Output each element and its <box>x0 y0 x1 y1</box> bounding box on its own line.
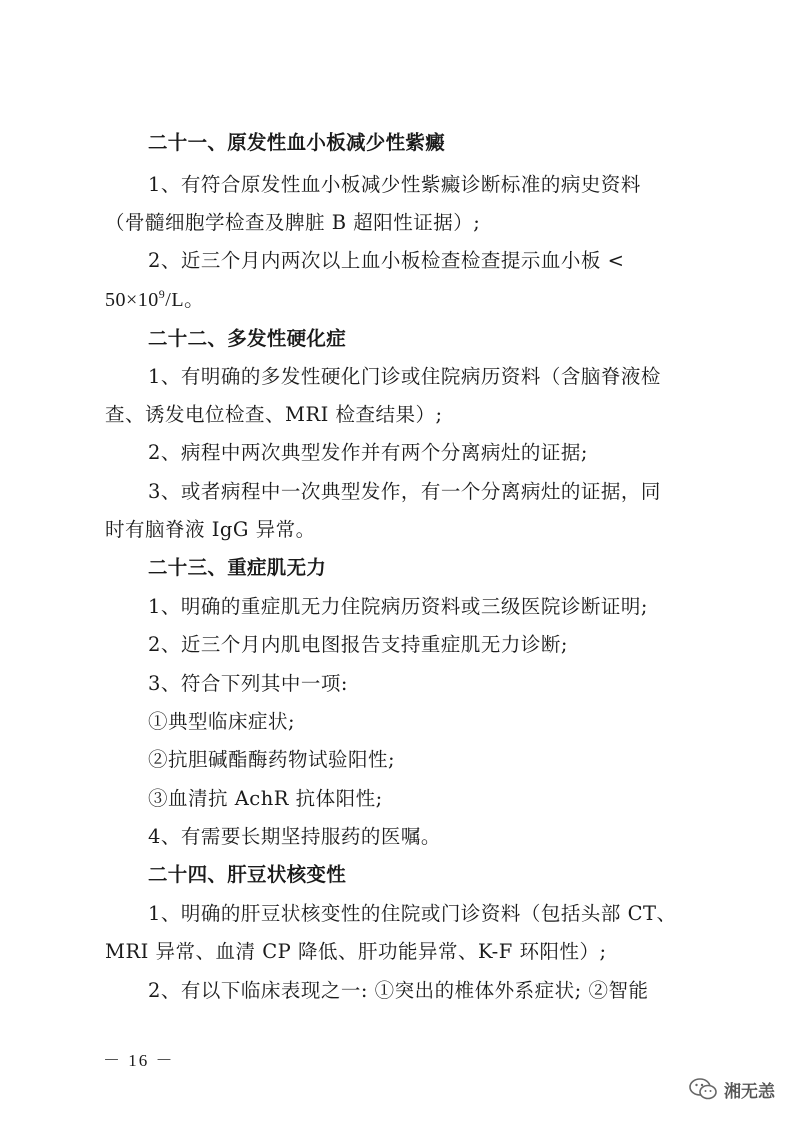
section-21-item-2-line-2 <box>105 287 705 313</box>
section-22-item-1-line-2: 查、诱发电位检查、MRI 检查结果）; <box>105 403 443 426</box>
platelet-threshold-unit: /L。 <box>165 289 205 311</box>
section-23-subitem-3: ③血清抗 AchR 抗体阳性; <box>148 787 383 810</box>
section-23-item-2: 2、近三个月内肌电图报告支持重症肌无力诊断; <box>148 633 568 656</box>
section-21-item-1-line-2: （骨髓细胞学检查及脾脏 B 超阳性证据）; <box>105 211 481 234</box>
section-24-item-1-line-1: 1、明确的肝豆状核变性的住院或门诊资料（包括头部 CT、 <box>148 902 677 925</box>
platelet-threshold-base: 50×10 <box>105 289 159 311</box>
page-number: － 16 － <box>103 1051 175 1070</box>
section-23-heading: 二十三、重症肌无力 <box>148 556 327 579</box>
section-24-heading: 二十四、肝豆状核变性 <box>148 863 347 886</box>
section-24-item-1-line-2: MRI 异常、血清 CP 降低、肝功能异常、K-F 环阳性）; <box>105 940 607 963</box>
section-22-item-1-line-1: 1、有明确的多发性硬化门诊或住院病历资料（含脑脊液检 <box>148 365 661 388</box>
section-23-item-1: 1、明确的重症肌无力住院病历资料或三级医院诊断证明; <box>148 595 648 618</box>
section-23-item-3: 3、符合下列其中一项: <box>148 672 348 695</box>
section-24-item-2-line-1: 2、有以下临床表现之一: ①突出的椎体外系症状; ②智能 <box>148 979 649 1002</box>
watermark <box>688 1075 775 1103</box>
watermark-text: 湘无恙 <box>724 1081 775 1102</box>
platelet-threshold-exponent: 9 <box>158 287 166 301</box>
section-23-subitem-1: ①典型临床症状; <box>148 710 296 733</box>
section-21-heading: 二十一、原发性血小板减少性紫癜 <box>148 131 446 154</box>
wechat-icon <box>688 1077 718 1101</box>
section-21-item-1-line-1: 1、有符合原发性血小板减少性紫癜诊断标准的病史资料 <box>148 173 641 196</box>
section-23-subitem-2: ②抗胆碱酯酶药物试验阳性; <box>148 748 396 771</box>
section-23-item-4: 4、有需要长期坚持服药的医嘱。 <box>148 825 441 848</box>
section-22-item-3-line-1: 3、或者病程中一次典型发作，有一个分离病灶的证据，同 <box>148 480 661 503</box>
section-22-item-2: 2、病程中两次典型发作并有两个分离病灶的证据; <box>148 441 588 464</box>
section-22-heading: 二十二、多发性硬化症 <box>148 327 347 350</box>
section-22-item-3-line-2: 时有脑脊液 IgG 异常。 <box>105 518 316 541</box>
section-21-item-2-line-1: 2、近三个月内两次以上血小板检查检查提示血小板 < <box>148 249 625 272</box>
